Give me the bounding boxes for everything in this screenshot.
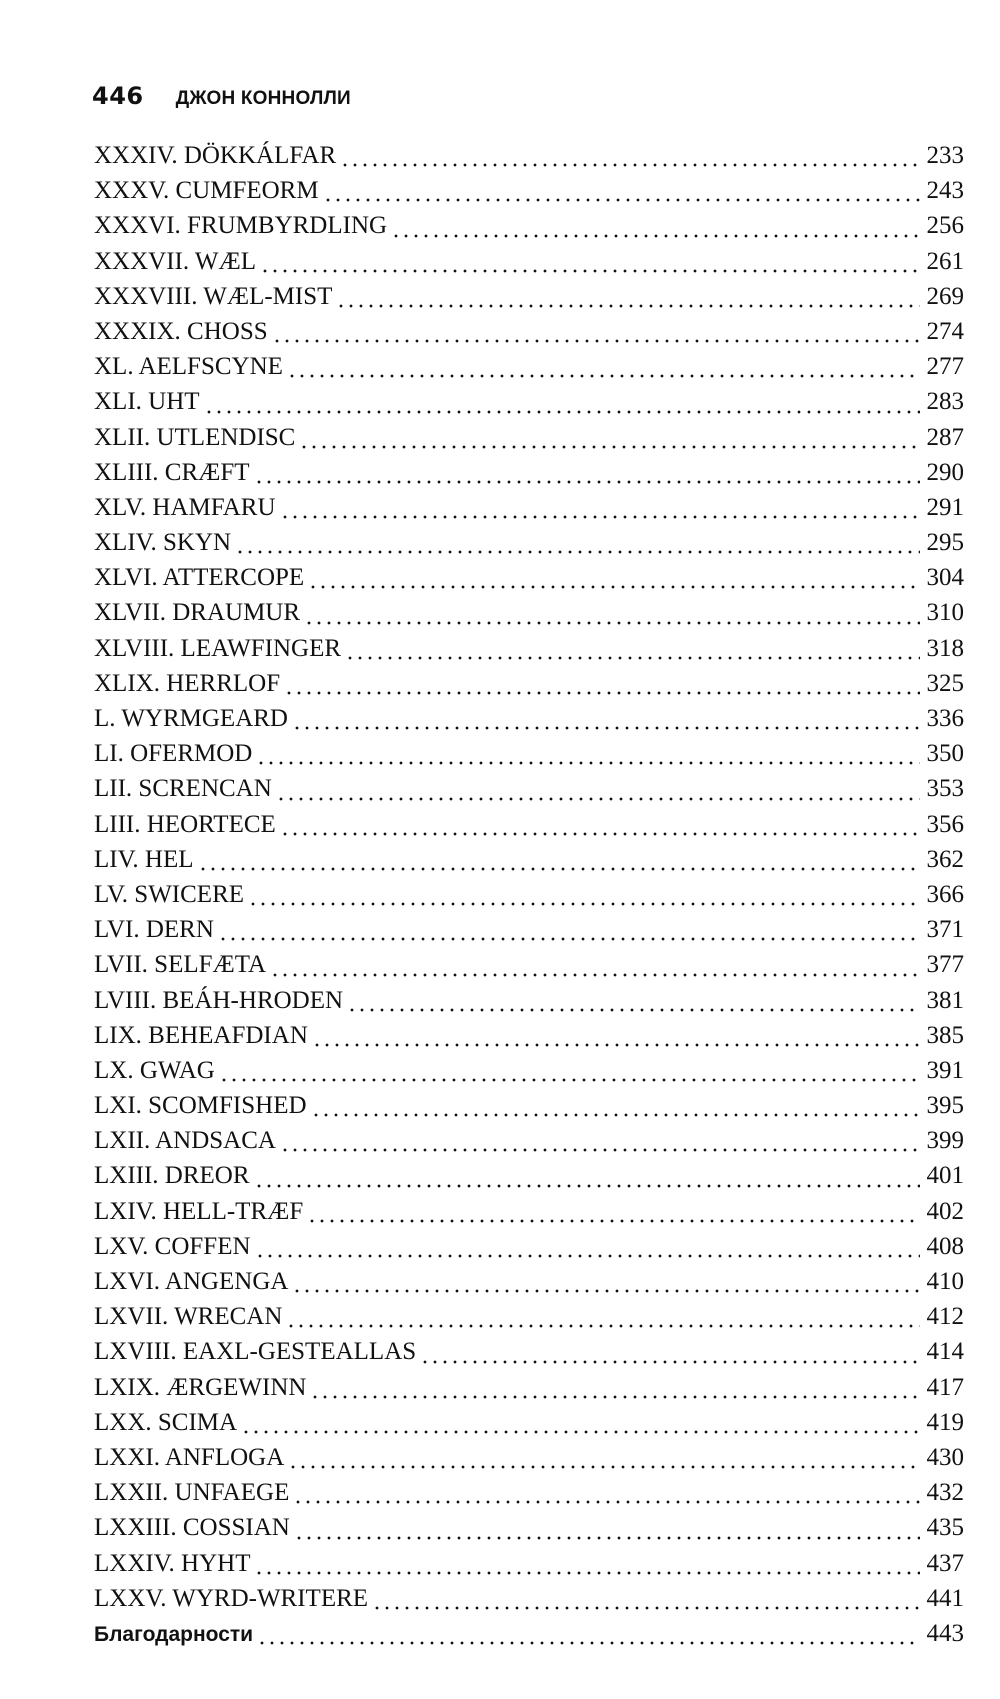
toc-entry-title: XLVIII. LEAWFINGER: [94, 634, 342, 662]
toc-entry-page: 419: [926, 1408, 964, 1436]
dot-leader: [347, 1008, 920, 1012]
toc-entry-page: 353: [926, 775, 964, 803]
toc-entry-title: Благодарности: [94, 1622, 254, 1646]
dot-leader: [276, 797, 920, 801]
dot-leader: [292, 726, 920, 730]
toc-entry-title: LIII. HEORTECE: [94, 810, 276, 838]
toc-entry: [94, 1479, 964, 1514]
dot-leader: [304, 621, 920, 625]
toc-entry: [94, 318, 964, 353]
toc-entry-page: 274: [926, 317, 964, 345]
toc-entry: [94, 705, 964, 740]
toc-entry-title: LIV. HEL: [94, 845, 194, 873]
dot-leader: [292, 1289, 920, 1293]
toc-entry: [94, 1585, 964, 1620]
toc-entry-title: LXX. SCIMA: [94, 1408, 238, 1436]
toc-entry-page: 417: [926, 1373, 964, 1401]
dot-leader: [254, 480, 920, 484]
toc-entry: [94, 1374, 964, 1409]
toc-entry-page: 414: [926, 1338, 964, 1366]
toc-entry: [94, 599, 964, 634]
toc-entry-page: 366: [926, 880, 964, 908]
toc-entry-title: LI. OFERMOD: [94, 740, 253, 768]
toc-entry-page: 395: [926, 1092, 964, 1120]
dot-leader: [198, 867, 920, 871]
toc-entry-page: 399: [926, 1127, 964, 1155]
toc-entry-title: XLI. UHT: [94, 388, 200, 416]
toc-entry-title: LXV. COFFEN: [94, 1232, 251, 1260]
dot-leader: [345, 656, 920, 660]
toc-entry-page: 401: [926, 1162, 964, 1190]
dot-leader: [323, 198, 920, 202]
toc-entry-title: LII. SCRENCAN: [94, 775, 272, 803]
dot-leader: [255, 1254, 920, 1258]
toc-entry: [94, 846, 964, 881]
toc-entry: [94, 811, 964, 846]
toc-entry: [94, 1409, 964, 1444]
toc-entry-title: LXII. ANDSACA: [94, 1127, 276, 1155]
toc-entry: [94, 1514, 964, 1549]
toc-entry-title: XLIV. SKYN: [94, 529, 232, 557]
toc-entry-title: XXXVII. WÆL: [94, 247, 257, 275]
toc-entry-title: XLV. HAMFARU: [94, 493, 276, 521]
toc-entry: [94, 1444, 964, 1479]
toc-entry-page: 336: [926, 705, 964, 732]
dot-leader: [307, 1219, 920, 1223]
dot-leader: [272, 339, 920, 343]
dot-leader: [219, 1078, 920, 1082]
toc-entry-page: 381: [926, 986, 964, 1014]
toc-entry-title: XXXVI. FRUMBYRDLING: [94, 212, 388, 240]
toc-entry-title: LVIII. BEÁH-HRODEN: [94, 986, 344, 1014]
toc-entry-page: 410: [926, 1268, 964, 1295]
toc-entry: [94, 177, 964, 212]
toc-entry: [94, 1550, 964, 1585]
toc-entry-page: 377: [926, 951, 964, 979]
toc-entry: [94, 494, 964, 529]
toc-entry-page: 385: [926, 1021, 964, 1049]
toc-entry-title: XLIII. CRÆFT: [94, 458, 250, 486]
toc-entry: [94, 529, 964, 564]
toc-entry: [94, 951, 964, 986]
dot-leader: [218, 937, 920, 941]
dot-leader: [312, 1043, 920, 1047]
toc-entry-page: 295: [926, 529, 964, 557]
dot-leader: [260, 269, 920, 273]
toc-entry: [94, 635, 964, 670]
toc-entry-title: XXXV. CUMFEORM: [94, 177, 319, 205]
dot-leader: [235, 550, 920, 554]
toc-entry-page: 402: [926, 1197, 964, 1225]
toc-entry-title: L. WYRMGEARD: [94, 705, 288, 732]
toc-entry-title: LXI. SCOMFISHED: [94, 1092, 307, 1120]
toc-entry-title: XXXIV. DÖKKÁLFAR: [94, 142, 337, 169]
dot-leader: [270, 973, 920, 977]
toc-entry: [94, 916, 964, 951]
toc-entry: [94, 1268, 964, 1303]
dot-leader: [254, 1571, 920, 1575]
toc-entry-page: 441: [926, 1584, 964, 1612]
toc-entry-page: 243: [926, 177, 964, 205]
dot-leader: [248, 902, 920, 906]
toc-entry: [94, 459, 964, 494]
toc-entry-title: LXXV. WYRD-WRITERE: [94, 1584, 369, 1612]
dot-leader: [257, 1641, 920, 1645]
toc-entry-title: LX. GWAG: [94, 1056, 215, 1084]
toc-entry-title: LXXIV. HYHT: [94, 1549, 251, 1577]
dot-leader: [287, 374, 920, 378]
page-number: 446: [92, 82, 144, 110]
toc-entry: [94, 1338, 964, 1373]
toc-entry-title: LXVI. ANGENGA: [94, 1268, 289, 1295]
toc-entry-page: 233: [926, 142, 964, 169]
toc-entry: [94, 212, 964, 247]
toc-entry: [94, 1162, 964, 1197]
dot-leader: [340, 163, 920, 167]
toc-entry: [94, 248, 964, 283]
dot-leader: [241, 1430, 920, 1434]
dot-leader: [286, 1324, 920, 1328]
toc-entry-page: 435: [926, 1514, 964, 1542]
toc-entry: [94, 142, 964, 177]
dot-leader: [204, 410, 920, 414]
toc-entry-title: LXVII. WRECAN: [94, 1303, 283, 1331]
dot-leader: [284, 691, 920, 695]
toc-entry-page: 356: [926, 810, 964, 838]
toc-entry: [94, 987, 964, 1022]
dot-leader: [254, 1184, 920, 1188]
toc-entry-page: 256: [926, 212, 964, 240]
dot-leader: [280, 832, 920, 836]
dot-leader: [310, 1395, 920, 1399]
toc-entry: [94, 1233, 964, 1268]
toc-entry-title: LXIII. DREOR: [94, 1162, 250, 1190]
toc-entry: [94, 670, 964, 705]
toc-entry: [94, 424, 964, 459]
toc-entry-page: 291: [926, 493, 964, 521]
toc-entry: [94, 353, 964, 388]
toc-entry-page: 432: [926, 1479, 964, 1507]
toc-entry-title: LXXIII. COSSIAN: [94, 1514, 290, 1542]
toc-entry-title: LV. SWICERE: [94, 880, 245, 908]
dot-leader: [391, 234, 920, 238]
dot-leader: [288, 1465, 920, 1469]
toc-entry-page: 437: [926, 1549, 964, 1577]
toc-entry-page: 391: [926, 1056, 964, 1084]
toc-entry-title: LXXI. ANFLOGA: [94, 1443, 285, 1471]
toc-entry-page: 318: [926, 634, 964, 662]
toc-entry-page: 269: [926, 282, 964, 310]
toc-entry: [94, 564, 964, 599]
toc-entry: [94, 740, 964, 775]
dot-leader: [294, 1536, 920, 1540]
toc-entry-title: XLVII. DRAUMUR: [94, 599, 301, 627]
toc-entry-title: LXVIII. EAXL-GESTEALLAS: [94, 1338, 417, 1366]
toc-entry: [94, 1620, 964, 1655]
toc-entry-page: 290: [926, 458, 964, 486]
toc-entry: [94, 1022, 964, 1057]
table-of-contents: [94, 142, 964, 1655]
toc-entry-page: 304: [926, 564, 964, 592]
dot-leader: [256, 761, 920, 765]
toc-entry-title: XXXVIII. WÆL-MIST: [94, 282, 333, 310]
toc-entry-title: LVII. SELFÆTA: [94, 951, 267, 979]
dot-leader: [293, 1500, 920, 1504]
toc-entry: [94, 1057, 964, 1092]
dot-leader: [280, 1148, 920, 1152]
toc-entry-page: 277: [926, 353, 964, 381]
toc-entry-title: LXIV. HELL-TRÆF: [94, 1197, 304, 1225]
toc-entry-title: XLII. UTLENDISC: [94, 423, 296, 451]
dot-leader: [420, 1360, 920, 1364]
toc-entry-page: 261: [926, 247, 964, 275]
toc-entry: [94, 775, 964, 810]
toc-entry-title: XXXIX. CHOSS: [94, 317, 268, 345]
toc-entry-page: 371: [926, 916, 964, 944]
toc-entry-page: 287: [926, 423, 964, 451]
toc-entry-page: 408: [926, 1232, 964, 1260]
toc-entry-title: LXIX. ÆRGEWINN: [94, 1373, 307, 1401]
toc-entry: [94, 388, 964, 423]
toc-entry-page: 350: [926, 740, 964, 768]
toc-entry-title: LIX. BEHEAFDIAN: [94, 1021, 308, 1049]
dot-leader: [372, 1606, 920, 1610]
toc-entry-page: 443: [926, 1619, 964, 1647]
dot-leader: [308, 585, 920, 589]
dot-leader: [280, 515, 920, 519]
toc-entry-page: 412: [926, 1303, 964, 1331]
toc-entry-title: XLIX. HERRLOF: [94, 669, 281, 697]
toc-entry: [94, 283, 964, 318]
toc-entry-page: 310: [926, 599, 964, 627]
toc-entry-page: 362: [926, 845, 964, 873]
running-head: ДЖОН КОННОЛЛИ: [175, 88, 351, 109]
toc-entry: [94, 1198, 964, 1233]
page-header: [92, 82, 351, 118]
toc-entry: [94, 1303, 964, 1338]
dot-leader: [311, 1113, 920, 1117]
toc-entry: [94, 1127, 964, 1162]
toc-entry-page: 325: [926, 669, 964, 697]
toc-entry-title: LXXII. UNFAEGE: [94, 1479, 290, 1507]
toc-entry-title: XLVI. ATTERCOPE: [94, 564, 305, 592]
toc-entry-page: 430: [926, 1443, 964, 1471]
dot-leader: [336, 304, 920, 308]
toc-entry-title: XL. AELFSCYNE: [94, 353, 283, 381]
toc-entry: [94, 1092, 964, 1127]
toc-entry-page: 283: [926, 388, 964, 416]
dot-leader: [299, 445, 920, 449]
toc-entry-title: LVI. DERN: [94, 916, 214, 944]
toc-entry: [94, 881, 964, 916]
